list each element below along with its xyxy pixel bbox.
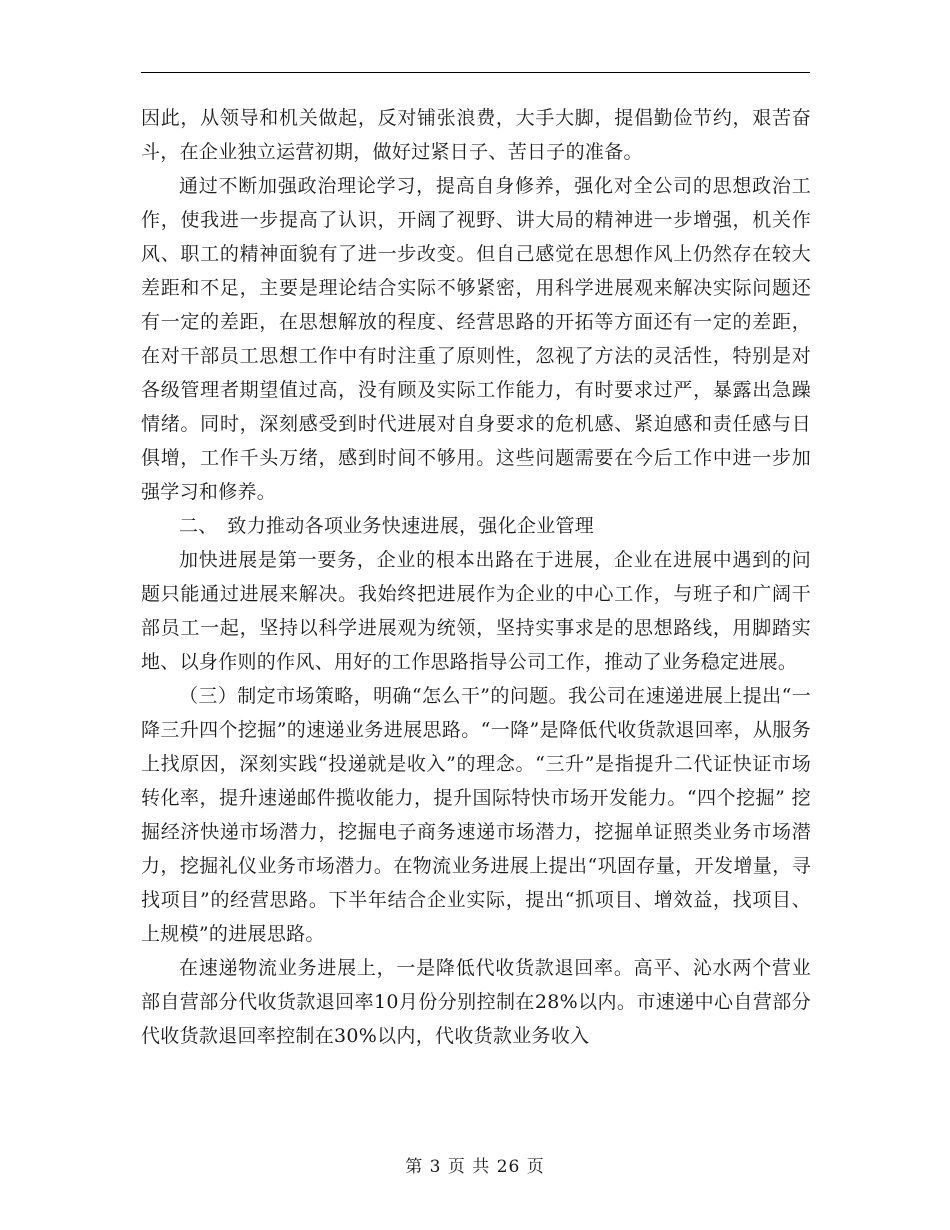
paragraph-5: 在速递物流业务进展上，一是降低代收货款退回率。高平、沁水两个营业部自营部分代收货款退回率10月份分别控制在28%以内。市速递中心自营部分代收货款退回率控制在30%以内，代收货款业务收入 [141, 957, 811, 1047]
paragraph-1: 因此，从领导和机关做起，反对铺张浪费，大手大脚，提倡勤俭节约，艰苦奋斗，在企业独立运营初期，做好过紧日子、苦日子的准备。 [141, 107, 811, 163]
page-number-footer: 第 3 页 共 26 页 [405, 1157, 545, 1177]
paragraph-2: 通过不断加强政治理论学习，提高自身修养，强化对全公司的思想政治工作，使我进一步提高了认识，开阔了视野、讲大局的精神进一步增强，机关作风、职工的精神面貌有了进一步改变。但自己感觉在思想作风上仍然存在较大差距和不足，主要是理论结合实际不够紧密，用科学进展观来解决实际问题还有一定的差距，在思想解放的程度、经营思路的开拓等方面还有一定的差距，在对干部员工思想工作中有时注重了原则性，忽视了方法的灵活性，特别是对各级管理者期望值过高，没有顾及实际工作能力，有时要求过严，暴露出急躁情绪。同时，深刻感受到时代进展对自身要求的危机感、紧迫感和责任感与日俱增，工作千头万绪，感到时间不够用。这些问题需要在今后工作中进一步加强学习和修养。 [141, 175, 811, 503]
document-body [141, 101, 811, 1053]
section-heading: 二、 致力推动各项业务快速进展，强化企业管理 [179, 515, 595, 537]
paragraph-3: 加快进展是第一要务，企业的根本出路在于进展，企业在进展中遇到的问题只能通过进展来解决。我始终把进展作为企业的中心工作，与班子和广阔干部员工一起，坚持以科学进展观为统领，坚持实事求是的思想路线，用脚踏实地、以身作则的作风、用好的工作思路指导公司工作，推动了业务稳定进展。 [141, 549, 811, 673]
header-rule [141, 72, 810, 73]
paragraph-4: （三）制定市场策略，明确“怎么干”的问题。我公司在速递进展上提出“一降三升四个挖掘”的速递业务进展思路。“一降”是降低代收货款退回率，从服务上找原因，深刻实践“投递就是收入”的理念。“三升”是指提升二代证快证市场转化率，提升速递邮件揽收能力，提升国际特快市场开发能力。“四个挖掘” 挖掘经济快递市场潜力，挖掘电子商务速递市场潜力，挖掘单证照类业务市场潜力，挖掘礼仪业务市场潜力。在物流业务进展上提出“巩固存量，开发增量，寻找项目”的经营思路。下半年结合企业实际，提出“抓项目、增效益，找项目、上规模”的进展思路。 [141, 685, 811, 945]
